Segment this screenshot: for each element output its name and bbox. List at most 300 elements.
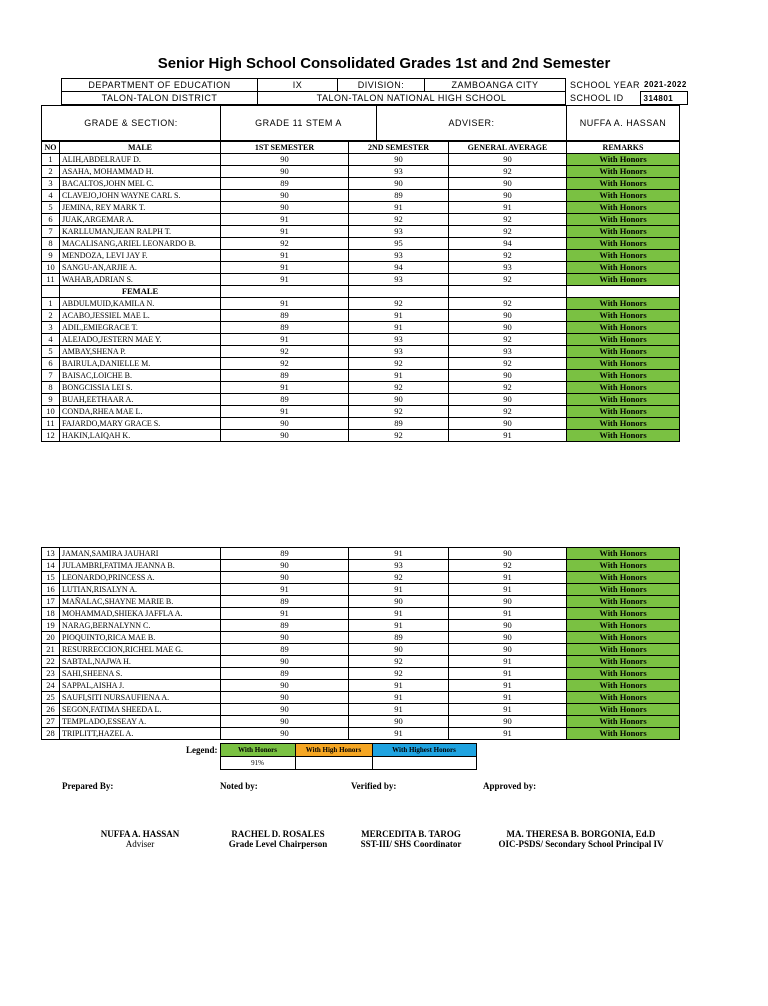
grade-section-row bbox=[41, 105, 680, 141]
first-semester-grade: 90 bbox=[221, 560, 349, 572]
remarks-cell: With Honors bbox=[567, 238, 680, 250]
remarks-cell: With Honors bbox=[567, 250, 680, 262]
second-semester-grade: 91 bbox=[349, 728, 449, 740]
general-average: 90 bbox=[449, 190, 567, 202]
remarks-cell: With Honors bbox=[567, 394, 680, 406]
col-header-general-average: GENERAL AVERAGE bbox=[449, 142, 567, 154]
remarks-cell: With Honors bbox=[567, 430, 680, 442]
remarks-cell: With Honors bbox=[567, 322, 680, 334]
remarks-cell: With Honors bbox=[567, 154, 680, 166]
row-number: 8 bbox=[42, 238, 60, 250]
first-semester-grade: 90 bbox=[221, 154, 349, 166]
signatory-approved bbox=[498, 829, 663, 849]
row-number: 1 bbox=[42, 298, 60, 310]
row-number: 2 bbox=[42, 166, 60, 178]
first-semester-grade: 91 bbox=[221, 406, 349, 418]
table-row bbox=[42, 406, 680, 418]
district-cell: TALON-TALON DISTRICT bbox=[62, 92, 258, 105]
student-name: TEMPLADO,ESSEAY A. bbox=[60, 716, 221, 728]
table-row bbox=[42, 334, 680, 346]
col-header-1st-semester: 1ST SEMESTER bbox=[221, 142, 349, 154]
remarks-cell: With Honors bbox=[567, 692, 680, 704]
second-semester-grade: 91 bbox=[349, 370, 449, 382]
remarks-cell: With Honors bbox=[567, 262, 680, 274]
row-number: 16 bbox=[42, 584, 60, 596]
remarks-cell: With Honors bbox=[567, 274, 680, 286]
grades-table-part-1 bbox=[41, 141, 680, 442]
row-number: 10 bbox=[42, 262, 60, 274]
first-semester-grade: 91 bbox=[221, 608, 349, 620]
general-average: 92 bbox=[449, 226, 567, 238]
remarks-cell: With Honors bbox=[567, 370, 680, 382]
general-average: 92 bbox=[449, 298, 567, 310]
general-average: 92 bbox=[449, 358, 567, 370]
signatory-noted bbox=[229, 829, 328, 849]
general-average: 91 bbox=[449, 656, 567, 668]
first-semester-grade: 90 bbox=[221, 418, 349, 430]
second-semester-grade: 93 bbox=[349, 274, 449, 286]
school-year-value: 2021-2022 bbox=[644, 80, 687, 90]
second-semester-grade: 92 bbox=[349, 430, 449, 442]
general-average: 91 bbox=[449, 572, 567, 584]
table-row bbox=[42, 370, 680, 382]
table-row bbox=[42, 704, 680, 716]
row-number: 5 bbox=[42, 346, 60, 358]
remarks-cell: With Honors bbox=[567, 190, 680, 202]
remarks-cell: With Honors bbox=[567, 202, 680, 214]
student-name: JEMINA, REY MARK T. bbox=[60, 202, 221, 214]
first-semester-grade: 90 bbox=[221, 692, 349, 704]
remarks-cell: With Honors bbox=[567, 298, 680, 310]
general-average: 90 bbox=[449, 370, 567, 382]
first-semester-grade: 89 bbox=[221, 548, 349, 560]
student-name: TRIPLITT,HAZEL A. bbox=[60, 728, 221, 740]
general-average: 92 bbox=[449, 166, 567, 178]
remarks-cell: With Honors bbox=[567, 560, 680, 572]
row-number: 3 bbox=[42, 178, 60, 190]
first-semester-grade: 90 bbox=[221, 680, 349, 692]
general-average: 92 bbox=[449, 560, 567, 572]
general-average: 91 bbox=[449, 680, 567, 692]
general-average: 90 bbox=[449, 394, 567, 406]
general-average: 92 bbox=[449, 406, 567, 418]
first-semester-grade: 90 bbox=[221, 716, 349, 728]
legend-with-highest-honors: With Highest Honors bbox=[372, 744, 476, 757]
student-name: SAHI,SHEENA S. bbox=[60, 668, 221, 680]
prepared-name: NUFFA A. HASSAN bbox=[100, 829, 180, 839]
general-average: 90 bbox=[449, 154, 567, 166]
student-name: RESURRECCION,RICHEL MAE G. bbox=[60, 644, 221, 656]
remarks-cell: With Honors bbox=[567, 584, 680, 596]
grade-section-value: GRADE 11 STEM A bbox=[221, 106, 377, 141]
table-row bbox=[42, 166, 680, 178]
first-semester-grade: 90 bbox=[221, 190, 349, 202]
division-label: DIVISION: bbox=[338, 79, 425, 92]
table-row bbox=[42, 572, 680, 584]
row-number: 4 bbox=[42, 190, 60, 202]
table-row bbox=[42, 322, 680, 334]
verified-role: SST-III/ SHS Coordinator bbox=[360, 839, 462, 849]
row-number: 2 bbox=[42, 310, 60, 322]
second-semester-grade: 91 bbox=[349, 620, 449, 632]
first-semester-grade: 91 bbox=[221, 584, 349, 596]
first-semester-grade: 90 bbox=[221, 202, 349, 214]
table-row bbox=[42, 644, 680, 656]
col-header-2nd-semester: 2ND SEMESTER bbox=[349, 142, 449, 154]
noted-by-label: Noted by: bbox=[220, 781, 258, 791]
student-name: PIOQUINTO,RICA MAE B. bbox=[60, 632, 221, 644]
row-number: 9 bbox=[42, 250, 60, 262]
noted-name: RACHEL D. ROSALES bbox=[231, 829, 325, 839]
general-average: 91 bbox=[449, 584, 567, 596]
general-average: 90 bbox=[449, 596, 567, 608]
table-row bbox=[42, 178, 680, 190]
student-name: BAISAC,LOICHE B. bbox=[60, 370, 221, 382]
second-semester-grade: 89 bbox=[349, 632, 449, 644]
row-number: 10 bbox=[42, 406, 60, 418]
table-row bbox=[42, 692, 680, 704]
row-number: 15 bbox=[42, 572, 60, 584]
row-number: 26 bbox=[42, 704, 60, 716]
general-average: 92 bbox=[449, 214, 567, 226]
second-semester-grade: 92 bbox=[349, 214, 449, 226]
student-name: MAÑALAC,SHAYNE MARIE B. bbox=[60, 596, 221, 608]
second-semester-grade: 91 bbox=[349, 608, 449, 620]
first-semester-grade: 91 bbox=[221, 262, 349, 274]
female-rows-part-1 bbox=[42, 298, 680, 442]
second-semester-grade: 89 bbox=[349, 190, 449, 202]
student-name: BAIRULA,DANIELLE M. bbox=[60, 358, 221, 370]
row-number: 6 bbox=[42, 358, 60, 370]
female-rows-part-2 bbox=[42, 548, 680, 740]
second-semester-grade: 91 bbox=[349, 692, 449, 704]
grade-section-label: GRADE & SECTION: bbox=[42, 106, 221, 141]
first-semester-grade: 90 bbox=[221, 572, 349, 584]
division-cell: ZAMBOANGA CITY bbox=[425, 79, 566, 92]
table-row bbox=[42, 656, 680, 668]
remarks-cell: With Honors bbox=[567, 226, 680, 238]
table-row bbox=[42, 262, 680, 274]
general-average: 90 bbox=[449, 548, 567, 560]
second-semester-grade: 91 bbox=[349, 704, 449, 716]
row-number: 12 bbox=[42, 430, 60, 442]
student-name: AMBAY,SHENA P. bbox=[60, 346, 221, 358]
row-number: 24 bbox=[42, 680, 60, 692]
second-semester-grade: 93 bbox=[349, 226, 449, 238]
row-number: 4 bbox=[42, 334, 60, 346]
table-row bbox=[42, 668, 680, 680]
table-header-row bbox=[42, 142, 680, 154]
table-row bbox=[42, 214, 680, 226]
row-number: 27 bbox=[42, 716, 60, 728]
second-semester-grade: 93 bbox=[349, 250, 449, 262]
remarks-cell: With Honors bbox=[567, 632, 680, 644]
remarks-cell: With Honors bbox=[567, 382, 680, 394]
general-average: 90 bbox=[449, 632, 567, 644]
student-name: CONDA,RHEA MAE L. bbox=[60, 406, 221, 418]
approved-by-label: Approved by: bbox=[483, 781, 537, 791]
general-average: 90 bbox=[449, 644, 567, 656]
remarks-cell: With Honors bbox=[567, 680, 680, 692]
general-average: 91 bbox=[449, 430, 567, 442]
general-average: 90 bbox=[449, 620, 567, 632]
first-semester-grade: 89 bbox=[221, 644, 349, 656]
student-name: ABDULMUID,KAMILA N. bbox=[60, 298, 221, 310]
student-name: NARAG,BERNALYNN C. bbox=[60, 620, 221, 632]
remarks-cell: With Honors bbox=[567, 346, 680, 358]
row-number: 1 bbox=[42, 154, 60, 166]
second-semester-grade: 93 bbox=[349, 166, 449, 178]
student-name: SAUFI,SITI NURSAUFIENA A. bbox=[60, 692, 221, 704]
first-semester-grade: 89 bbox=[221, 310, 349, 322]
student-name: LEONARDO,PRINCESS A. bbox=[60, 572, 221, 584]
table-row bbox=[42, 620, 680, 632]
student-name: ALIH,ABDELRAUF D. bbox=[60, 154, 221, 166]
col-header-male: MALE bbox=[60, 142, 221, 154]
general-average: 92 bbox=[449, 382, 567, 394]
remarks-cell: With Honors bbox=[567, 716, 680, 728]
table-row bbox=[42, 154, 680, 166]
remarks-cell: With Honors bbox=[567, 310, 680, 322]
row-number: 19 bbox=[42, 620, 60, 632]
row-number: 25 bbox=[42, 692, 60, 704]
adviser-label: ADVISER: bbox=[377, 106, 567, 141]
second-semester-grade: 92 bbox=[349, 382, 449, 394]
adviser-value: NUFFA A. HASSAN bbox=[567, 106, 680, 141]
second-semester-grade: 89 bbox=[349, 418, 449, 430]
row-number: 22 bbox=[42, 656, 60, 668]
general-average: 90 bbox=[449, 716, 567, 728]
table-row bbox=[42, 274, 680, 286]
prepared-by-label: Prepared By: bbox=[62, 781, 114, 791]
second-semester-grade: 91 bbox=[349, 548, 449, 560]
row-number: 23 bbox=[42, 668, 60, 680]
female-section-label: FEMALE bbox=[60, 286, 221, 298]
row-number: 11 bbox=[42, 418, 60, 430]
school-year-label: SCHOOL YEAR bbox=[570, 80, 641, 90]
approved-role: OIC-PSDS/ Secondary School Principal IV bbox=[498, 839, 664, 849]
first-semester-grade: 91 bbox=[221, 334, 349, 346]
remarks-cell: With Honors bbox=[567, 166, 680, 178]
school-id-label: SCHOOL ID bbox=[570, 93, 624, 103]
student-name: ASAHA, MOHAMMAD H. bbox=[60, 166, 221, 178]
remarks-cell: With Honors bbox=[567, 704, 680, 716]
second-semester-grade: 90 bbox=[349, 154, 449, 166]
student-name: CLAVEJO,JOHN WAYNE CARL S. bbox=[60, 190, 221, 202]
first-semester-grade: 91 bbox=[221, 226, 349, 238]
first-semester-grade: 89 bbox=[221, 322, 349, 334]
row-number: 13 bbox=[42, 548, 60, 560]
table-row bbox=[42, 238, 680, 250]
table-row bbox=[42, 632, 680, 644]
general-average: 91 bbox=[449, 202, 567, 214]
remarks-cell: With Honors bbox=[567, 358, 680, 370]
school-id-value: 314801 bbox=[640, 92, 687, 105]
second-semester-grade: 93 bbox=[349, 334, 449, 346]
remarks-cell: With Honors bbox=[567, 334, 680, 346]
first-semester-grade: 91 bbox=[221, 250, 349, 262]
general-average: 90 bbox=[449, 310, 567, 322]
second-semester-grade: 92 bbox=[349, 668, 449, 680]
second-semester-grade: 90 bbox=[349, 716, 449, 728]
table-row bbox=[42, 394, 680, 406]
male-rows bbox=[42, 154, 680, 286]
department-cell: DEPARTMENT OF EDUCATION bbox=[62, 79, 258, 92]
student-name: BACALTOS,JOHN MEL C. bbox=[60, 178, 221, 190]
table-row bbox=[42, 298, 680, 310]
student-name: FAJARDO,MARY GRACE S. bbox=[60, 418, 221, 430]
remarks-cell: With Honors bbox=[567, 668, 680, 680]
legend bbox=[150, 743, 477, 770]
remarks-cell: With Honors bbox=[567, 406, 680, 418]
first-semester-grade: 89 bbox=[221, 620, 349, 632]
remarks-cell: With Honors bbox=[567, 214, 680, 226]
row-number: 11 bbox=[42, 274, 60, 286]
student-name: WAHAB,ADRIAN S. bbox=[60, 274, 221, 286]
signatory-prepared bbox=[101, 829, 180, 849]
second-semester-grade: 91 bbox=[349, 680, 449, 692]
student-name: HAKIN,LAIQAH K. bbox=[60, 430, 221, 442]
approved-name: MA. THERESA B. BORGONIA, Ed.D bbox=[506, 829, 656, 839]
student-name: MENDOZA, LEVI JAY F. bbox=[60, 250, 221, 262]
table-row bbox=[42, 382, 680, 394]
female-section-row bbox=[42, 286, 680, 298]
row-number: 3 bbox=[42, 322, 60, 334]
second-semester-grade: 92 bbox=[349, 298, 449, 310]
remarks-cell: With Honors bbox=[567, 572, 680, 584]
row-number: 18 bbox=[42, 608, 60, 620]
general-average: 91 bbox=[449, 728, 567, 740]
row-number: 20 bbox=[42, 632, 60, 644]
general-average: 93 bbox=[449, 346, 567, 358]
remarks-cell: With Honors bbox=[567, 608, 680, 620]
first-semester-grade: 90 bbox=[221, 632, 349, 644]
remarks-cell: With Honors bbox=[567, 656, 680, 668]
row-number: 21 bbox=[42, 644, 60, 656]
table-row bbox=[42, 358, 680, 370]
second-semester-grade: 92 bbox=[349, 358, 449, 370]
signatory-verified bbox=[361, 829, 462, 849]
prepared-role: Adviser bbox=[125, 839, 155, 849]
student-name: MOHAMMAD,SHIEKA JAFFLA A. bbox=[60, 608, 221, 620]
general-average: 92 bbox=[449, 334, 567, 346]
first-semester-grade: 91 bbox=[221, 274, 349, 286]
school-name-cell: TALON-TALON NATIONAL HIGH SCHOOL bbox=[258, 92, 566, 105]
table-row bbox=[42, 596, 680, 608]
table-row bbox=[42, 716, 680, 728]
legend-label: Legend: bbox=[186, 745, 218, 755]
grades-table-part-2 bbox=[41, 547, 680, 740]
col-header-remarks: REMARKS bbox=[567, 142, 680, 154]
second-semester-grade: 93 bbox=[349, 346, 449, 358]
table-row bbox=[42, 190, 680, 202]
second-semester-grade: 90 bbox=[349, 596, 449, 608]
first-semester-grade: 91 bbox=[221, 214, 349, 226]
row-number: 7 bbox=[42, 370, 60, 382]
table-row bbox=[42, 584, 680, 596]
school-info-header bbox=[61, 78, 688, 105]
second-semester-grade: 93 bbox=[349, 560, 449, 572]
first-semester-grade: 89 bbox=[221, 596, 349, 608]
first-semester-grade: 90 bbox=[221, 430, 349, 442]
first-semester-grade: 91 bbox=[221, 298, 349, 310]
student-name: JULAMBRI,FATIMA JEANNA B. bbox=[60, 560, 221, 572]
second-semester-grade: 91 bbox=[349, 322, 449, 334]
second-semester-grade: 92 bbox=[349, 572, 449, 584]
remarks-cell: With Honors bbox=[567, 644, 680, 656]
first-semester-grade: 90 bbox=[221, 728, 349, 740]
first-semester-grade: 90 bbox=[221, 656, 349, 668]
student-name: ADIL,EMIEGRACE T. bbox=[60, 322, 221, 334]
verified-by-label: Verified by: bbox=[351, 781, 397, 791]
first-semester-grade: 92 bbox=[221, 238, 349, 250]
row-number: 5 bbox=[42, 202, 60, 214]
general-average: 94 bbox=[449, 238, 567, 250]
col-header-no: NO bbox=[42, 142, 60, 154]
first-semester-grade: 89 bbox=[221, 668, 349, 680]
general-average: 92 bbox=[449, 274, 567, 286]
second-semester-grade: 91 bbox=[349, 202, 449, 214]
table-row bbox=[42, 250, 680, 262]
remarks-cell: With Honors bbox=[567, 596, 680, 608]
second-semester-grade: 94 bbox=[349, 262, 449, 274]
second-semester-grade: 90 bbox=[349, 394, 449, 406]
first-semester-grade: 89 bbox=[221, 178, 349, 190]
general-average: 91 bbox=[449, 608, 567, 620]
row-number: 6 bbox=[42, 214, 60, 226]
general-average: 90 bbox=[449, 178, 567, 190]
table-row bbox=[42, 608, 680, 620]
student-name: KARLLUMAN,JEAN RALPH T. bbox=[60, 226, 221, 238]
remarks-cell: With Honors bbox=[567, 178, 680, 190]
remarks-cell: With Honors bbox=[567, 620, 680, 632]
second-semester-grade: 95 bbox=[349, 238, 449, 250]
second-semester-grade: 92 bbox=[349, 656, 449, 668]
general-average: 92 bbox=[449, 250, 567, 262]
student-name: BONGCISSIA LEI S. bbox=[60, 382, 221, 394]
row-number: 7 bbox=[42, 226, 60, 238]
remarks-cell: With Honors bbox=[567, 548, 680, 560]
remarks-cell: With Honors bbox=[567, 728, 680, 740]
general-average: 90 bbox=[449, 322, 567, 334]
region-cell: IX bbox=[258, 79, 338, 92]
page-title: Senior High School Consolidated Grades 1st and 2nd Semester bbox=[157, 55, 611, 72]
student-name: JAMAN,SAMIRA JAUHARI bbox=[60, 548, 221, 560]
student-name: SANGU-AN,ARJIE A. bbox=[60, 262, 221, 274]
table-row bbox=[42, 310, 680, 322]
general-average: 91 bbox=[449, 704, 567, 716]
general-average: 91 bbox=[449, 668, 567, 680]
second-semester-grade: 92 bbox=[349, 406, 449, 418]
table-row bbox=[42, 560, 680, 572]
general-average: 93 bbox=[449, 262, 567, 274]
row-number: 28 bbox=[42, 728, 60, 740]
student-name: LUTIAN,RISALYN A. bbox=[60, 584, 221, 596]
student-name: ACABO,JESSIEL MAE L. bbox=[60, 310, 221, 322]
legend-with-honors-value: 91% bbox=[220, 757, 295, 770]
student-name: MACALISANG,ARIEL LEONARDO B. bbox=[60, 238, 221, 250]
student-name: JUAK,ARGEMAR A. bbox=[60, 214, 221, 226]
table-row bbox=[42, 728, 680, 740]
general-average: 90 bbox=[449, 418, 567, 430]
student-name: SAPPAL,AISHA J. bbox=[60, 680, 221, 692]
row-number: 14 bbox=[42, 560, 60, 572]
table-row bbox=[42, 346, 680, 358]
table-row bbox=[42, 226, 680, 238]
legend-with-honors: With Honors bbox=[220, 744, 295, 757]
row-number: 17 bbox=[42, 596, 60, 608]
table-row bbox=[42, 430, 680, 442]
